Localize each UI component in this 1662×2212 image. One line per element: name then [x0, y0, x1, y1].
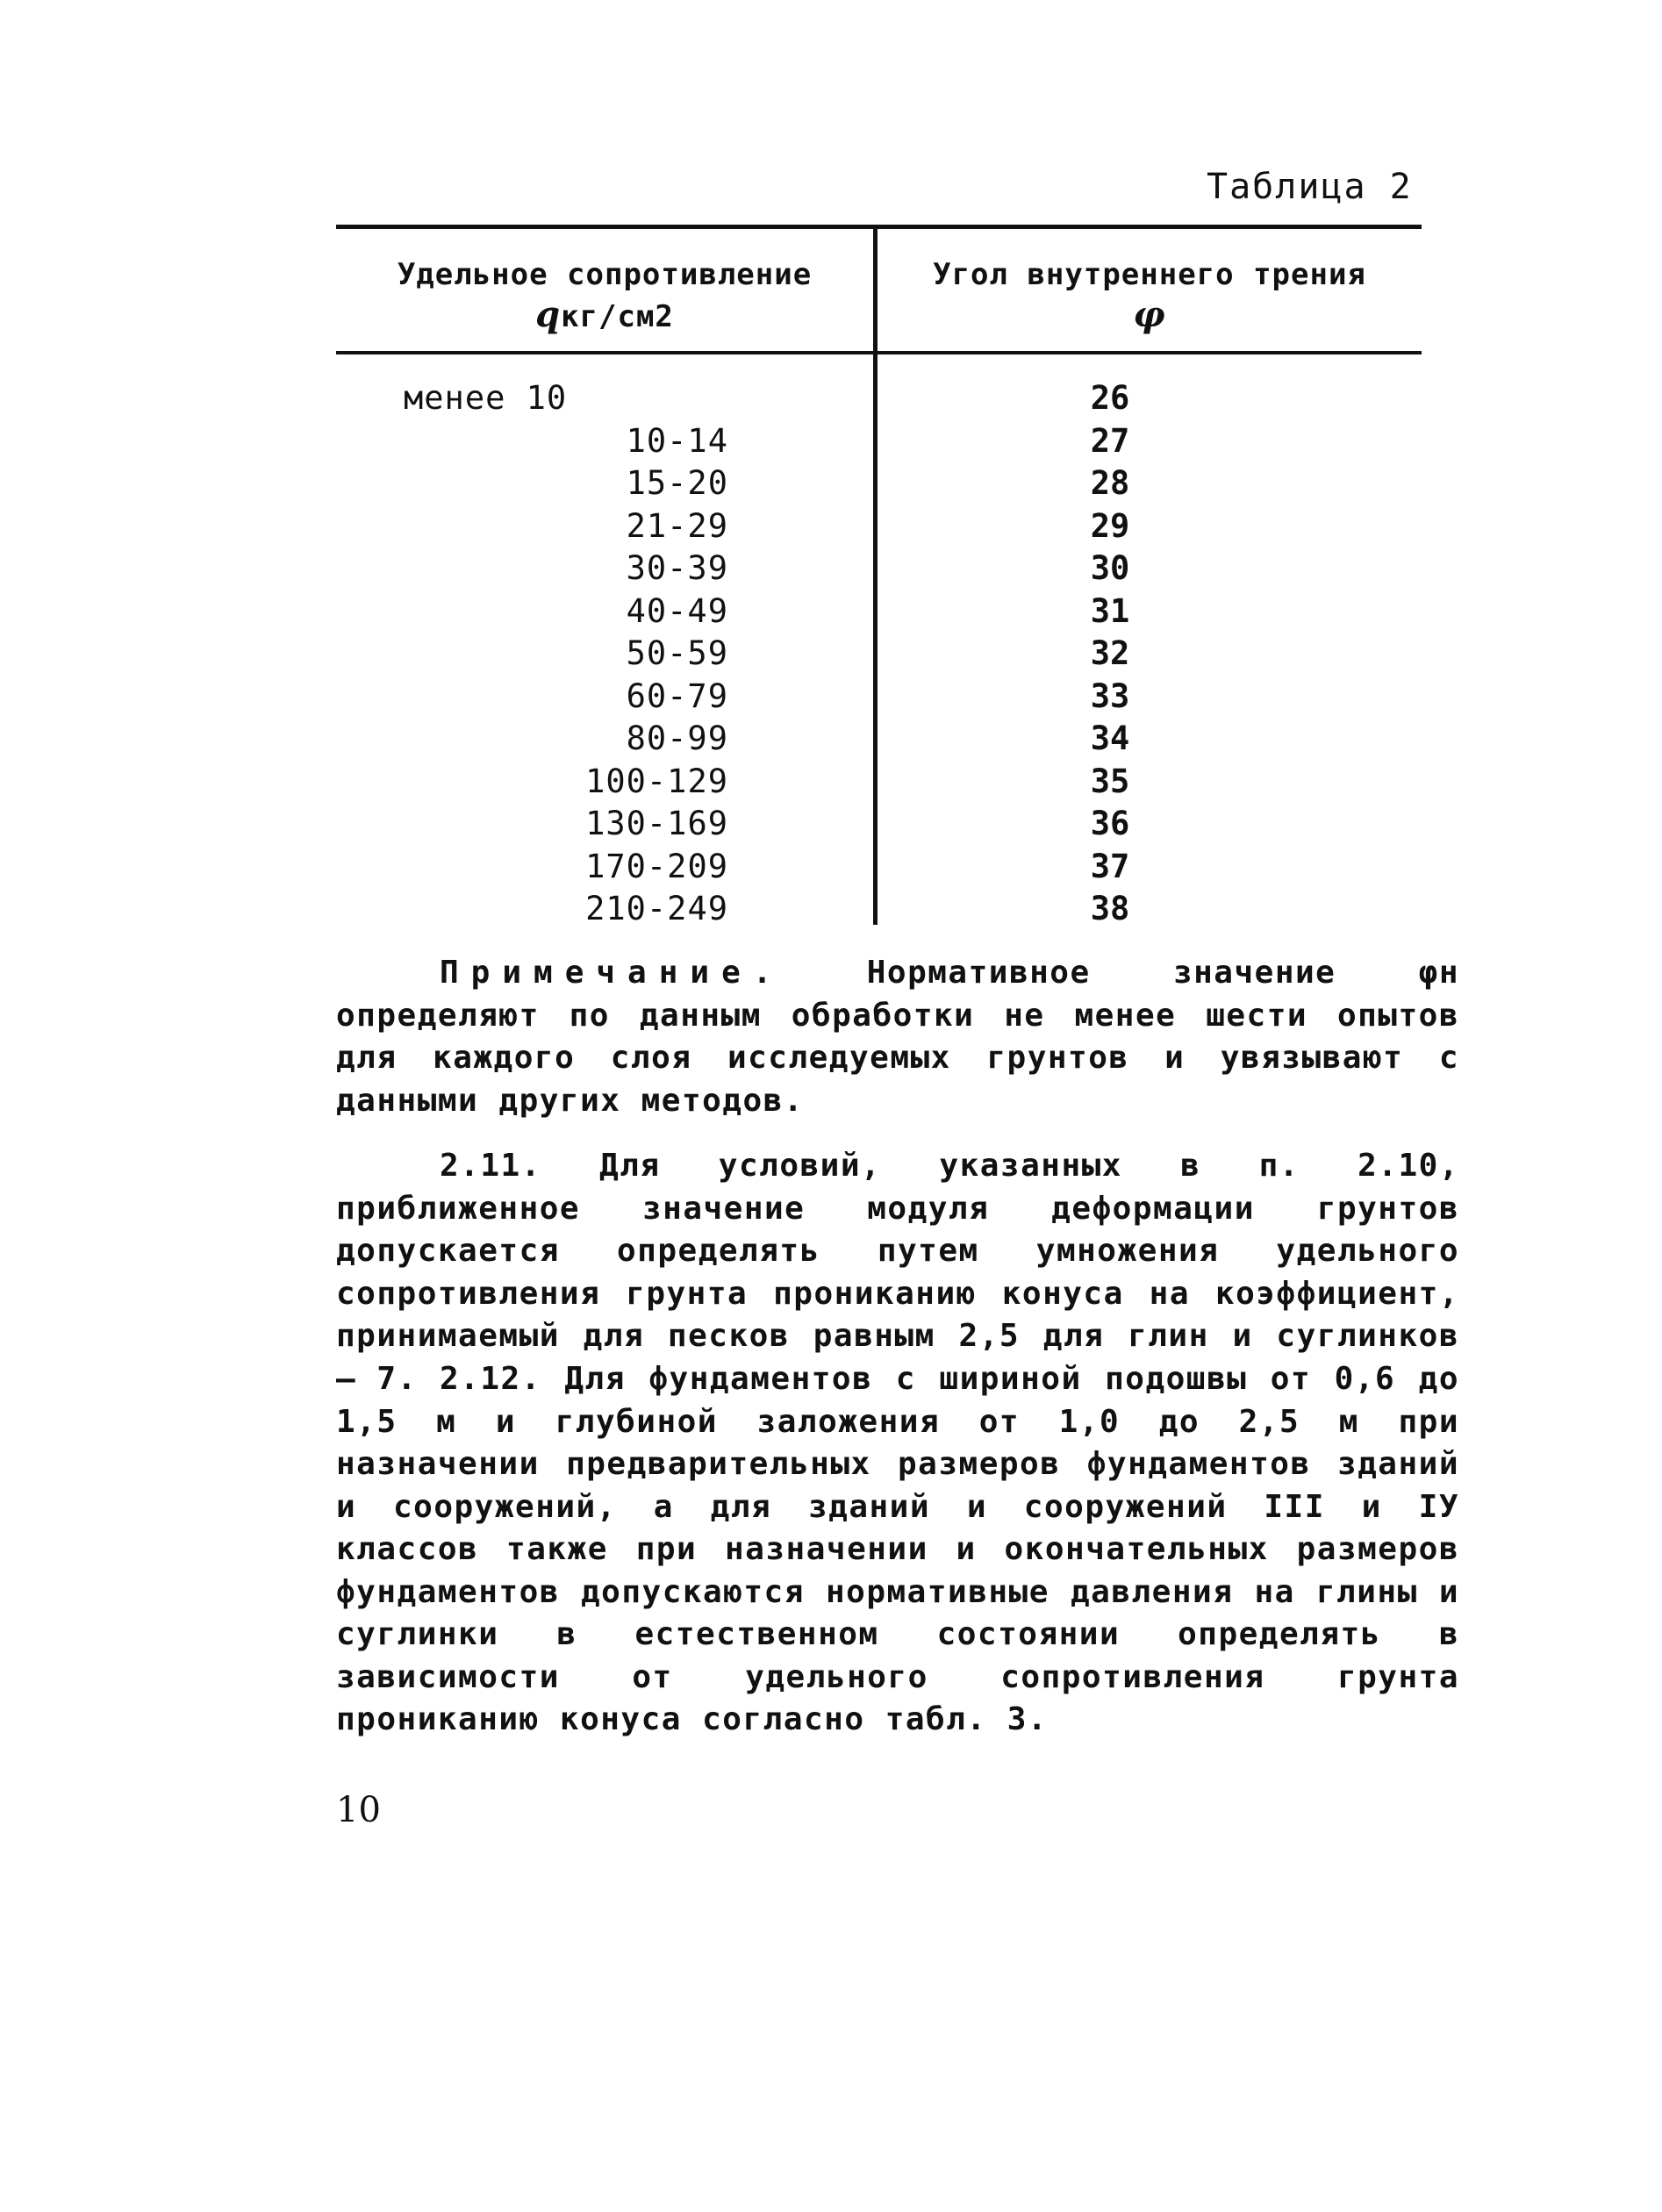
table-row: [0, 591, 1662, 634]
header-friction-angle-symbol: φ: [1133, 294, 1166, 335]
table-row: [0, 462, 1662, 505]
cell-resistance: менее 10: [404, 379, 568, 417]
cell-resistance: 130-169: [585, 805, 728, 842]
table-header-rule: [336, 351, 1422, 354]
header-friction-angle-title: Угол внутреннего трения: [933, 257, 1366, 292]
cell-friction-angle: 31: [1090, 591, 1130, 630]
table-row: [0, 761, 1662, 804]
header-resistance-unit: кг/см2: [561, 299, 674, 334]
header-resistance: [336, 254, 873, 337]
header-resistance-title: Удельное сопротивление: [397, 257, 813, 292]
cell-resistance: 15-20: [626, 464, 728, 502]
cell-resistance: 21-29: [626, 506, 728, 545]
table-note: [336, 952, 1459, 1122]
header-friction-angle: [878, 254, 1422, 335]
note-text: Нормативное значение φн определяют по данным обработки не менее шести опытов для каждого слоя исследуемых грунтов и увязывают с данными других методов.: [336, 955, 1459, 1119]
table-row: [0, 505, 1662, 548]
table-row: [0, 420, 1662, 463]
cell-friction-angle: 29: [1090, 506, 1130, 545]
cell-friction-angle: 27: [1090, 421, 1130, 460]
table-label: Таблица 2: [1207, 167, 1413, 207]
table-row: [0, 888, 1662, 931]
table-row: [0, 846, 1662, 889]
paragraph-2-11: 2.11. Для условий, указанных в п. 2.10, приближенное значение модуля деформации грунтов допускается определять путем умножения удельного сопротивления грунта прониканию конуса на коэффициент, принимаемый для песков равным 2,5 для глин и суглинков – 7.: [336, 1148, 1459, 1397]
cell-friction-angle: 36: [1090, 805, 1130, 842]
cell-friction-angle: 35: [1090, 762, 1130, 800]
cell-resistance: 80-99: [626, 719, 728, 757]
cell-resistance: 100-129: [585, 762, 728, 800]
table-top-rule: [336, 225, 1422, 229]
header-resistance-symbol: q: [535, 294, 562, 335]
table-row: [0, 676, 1662, 719]
table-row: [0, 377, 1662, 420]
cell-friction-angle: 34: [1090, 719, 1130, 757]
paragraph-2-12: 2.12. Для фундаментов с шириной подошвы от 0,6 до 1,5 м и глубиной заложения от 1,0 до 2,5 м при назначении предварительных размеров фундаментов зданий и сооружений, а для зданий и сооружений III и IУ классов также при назначении и окончательных размеров фундаментов допускаются нормативные давления на глины и суглинки в естественном состоянии определять в зависимости от удельного сопротивления грунта прониканию конуса согласно табл. 3.: [336, 1361, 1459, 1737]
cell-friction-angle: 26: [1090, 379, 1130, 417]
cell-resistance: 60-79: [626, 676, 728, 715]
cell-resistance: 210-249: [585, 890, 728, 927]
table-row: [0, 548, 1662, 591]
cell-resistance: 40-49: [626, 591, 728, 630]
cell-friction-angle: 32: [1090, 634, 1130, 672]
header-resistance-unit-line: [336, 295, 873, 337]
note-heading: Примечание.: [440, 955, 784, 991]
cell-resistance: 30-39: [626, 549, 728, 587]
cell-friction-angle: 30: [1090, 549, 1130, 587]
page-number: 10: [336, 1790, 381, 1830]
cell-friction-angle: 37: [1090, 847, 1130, 885]
table-body: [0, 377, 1662, 931]
table-row: [0, 718, 1662, 761]
cell-friction-angle: 38: [1090, 890, 1130, 927]
cell-friction-angle: 28: [1090, 464, 1130, 502]
cell-resistance: 10-14: [626, 421, 728, 460]
table-row: [0, 633, 1662, 676]
table-row: [0, 803, 1662, 846]
cell-friction-angle: 33: [1090, 676, 1130, 715]
cell-resistance: 50-59: [626, 634, 728, 672]
cell-resistance: 170-209: [585, 847, 728, 885]
